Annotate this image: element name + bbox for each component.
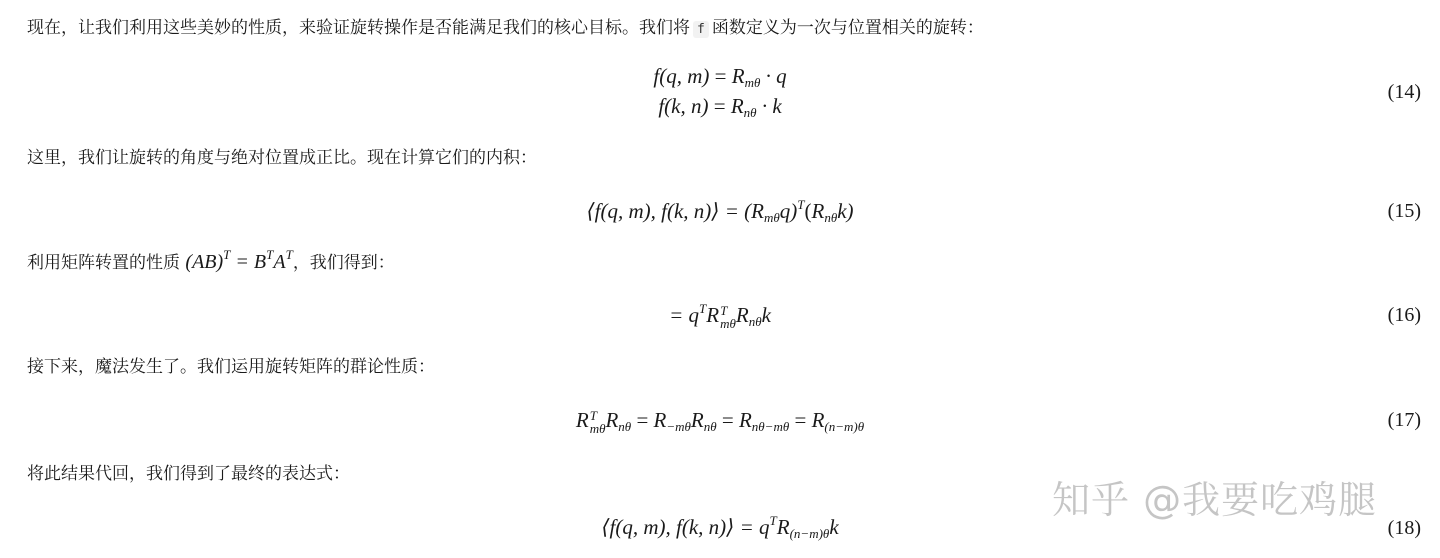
paragraph-intro-text-before: 现在，让我们利用这些美妙的性质，来验证旋转操作是否能满足我们的核心目标。我们将 [27, 18, 690, 38]
eq14-line2-lhs: f(k, n) [658, 94, 709, 118]
equation-number-14: (14) [1387, 81, 1421, 103]
eq14-line1-rhs: · q [765, 64, 787, 88]
eq17-eq3: = [789, 408, 812, 432]
paragraph-group-property: 接下来，魔法发生了。我们运用旋转矩阵的群论性质： [27, 357, 435, 377]
equation-number-15: (15) [1387, 200, 1421, 222]
transpose-sup1: T [223, 247, 231, 262]
eq17-R2: R [605, 408, 619, 432]
equation-15 [0, 197, 1440, 225]
paragraph-intro [27, 16, 984, 42]
eq16-supsub [720, 304, 736, 330]
eq15-sub1: mθ [763, 210, 780, 225]
eq15-q: q) [779, 199, 798, 223]
transpose-sup3: T [285, 247, 293, 262]
eq18-k: k [829, 515, 839, 539]
eq14-line1-sub: mθ [744, 75, 761, 90]
zhihu-watermark: 知乎 @我要吃鸡腿 [1052, 478, 1378, 522]
eq17-sub5: nθ−mθ [751, 419, 790, 434]
eq14-line1-lhs: f(q, m) [653, 64, 710, 88]
equation-14-line-1: f(q, $m) = R_{m\theta} \cdot q$ [653, 64, 787, 90]
eq15-open2: ( [804, 199, 812, 223]
equation-17 [0, 406, 1440, 435]
eq16-sub1: mθ [720, 316, 736, 331]
eq16-prefix: = q [669, 303, 700, 327]
eq17-R3: R [653, 408, 667, 432]
transpose-c: A [273, 251, 286, 273]
equation-number-18: (18) [1387, 517, 1421, 539]
eq17-sub2: nθ [618, 419, 632, 434]
eq14-line2-R: R [730, 94, 744, 118]
paragraph-transpose [27, 247, 395, 275]
eq16-sup: T [699, 301, 707, 316]
eq18-lhs: ⟨f(q, m), f(k, n)⟩ = q [601, 515, 770, 539]
eq16-k: k [761, 303, 771, 327]
eq15-lhs: ⟨f(q, m), f(k, n)⟩ = ( [586, 199, 752, 223]
eq15-R1: R [751, 199, 764, 223]
eq15-k: k) [837, 199, 854, 223]
paragraph-intro-text-after: 函数定义为一次与位置相关的旋转： [711, 18, 984, 38]
eq16-R2: R [735, 303, 749, 327]
eq17-sub6: (n−m)θ [824, 419, 865, 434]
eq18-sup: T [769, 513, 777, 528]
eq15-R2: R [811, 199, 825, 223]
eq17-R1: R [575, 408, 589, 432]
eq17-eq2: = [716, 408, 739, 432]
eq17-sub3: −mθ [666, 419, 691, 434]
eq17-sub4: nθ [703, 419, 717, 434]
eq16-R1: R [706, 303, 720, 327]
eq14-line1-R: R [731, 64, 745, 88]
eq17-sub1: mθ [589, 421, 606, 436]
paragraph-transpose-text-after: ，我们得到： [292, 253, 395, 273]
eq14-line2-sub: nθ [743, 105, 757, 120]
eq18-R: R [776, 515, 790, 539]
equation-number-16: (16) [1387, 304, 1421, 326]
eq17-R5: R [738, 408, 752, 432]
paragraph-final: 将此结果代回，我们得到了最终的表达式： [27, 464, 350, 484]
equation-16 [0, 301, 1440, 330]
equation-number-17: (17) [1387, 409, 1421, 431]
inline-math-transpose [185, 247, 293, 273]
eq16-sub2: nθ [748, 314, 762, 329]
eq17-R4: R [690, 408, 704, 432]
eq15-sub2: nθ [824, 210, 838, 225]
eq15-sup: T [797, 197, 805, 212]
eq16-sup2: T [720, 303, 728, 318]
equation-14-line-2: f(k, $n) = R_{n\theta} \cdot k$ [658, 94, 782, 120]
eq17-eq1: = [631, 408, 654, 432]
eq17-R6: R [811, 408, 825, 432]
eq17-sup1: T [589, 408, 597, 423]
eq17-supsub [590, 409, 606, 435]
paragraph-transpose-text-before: 利用矩阵转置的性质 [27, 253, 180, 273]
paragraph-angle: 这里，我们让旋转的角度与绝对位置成正比。现在计算它们的内积： [27, 148, 537, 168]
transpose-b: = B [230, 251, 267, 273]
eq18-sub: (n−m)θ [789, 526, 830, 541]
inline-code-f: f [693, 21, 709, 38]
transpose-sup2: T [266, 247, 274, 262]
transpose-a: (AB) [185, 251, 224, 273]
eq14-line2-rhs: · k [761, 94, 782, 118]
